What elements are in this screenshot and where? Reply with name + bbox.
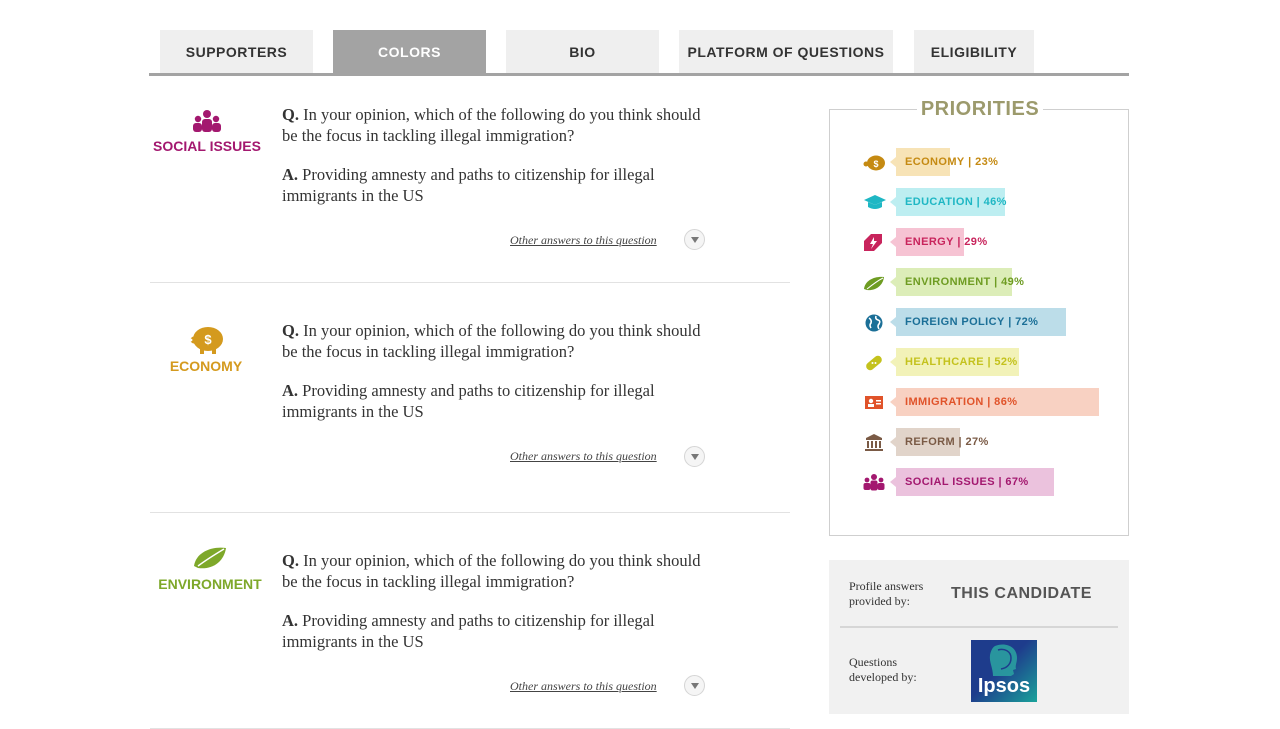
question-prefix: Q. xyxy=(282,105,299,124)
priority-bar xyxy=(896,188,1005,216)
priority-row xyxy=(862,468,1122,496)
priority-row xyxy=(862,228,1122,256)
other-answers-link[interactable]: Other answers to this question xyxy=(510,679,657,693)
people-icon xyxy=(191,110,223,134)
priority-sep: | xyxy=(987,356,991,368)
priority-value: 29% xyxy=(964,236,988,248)
priority-value: 27% xyxy=(965,436,989,448)
priority-label: FOREIGN POLICY xyxy=(905,316,1005,328)
answer-body: Providing amnesty and paths to citizenship for illegal immigrants in the US xyxy=(282,611,655,651)
question-text xyxy=(282,104,702,146)
question-body: In your opinion, which of the following do you think should be the focus in tackling illegal immigration? xyxy=(282,551,701,591)
tab-bio[interactable]: BIO xyxy=(506,30,659,73)
id-card-icon xyxy=(862,394,886,412)
question-text xyxy=(282,320,702,362)
chevron-down-icon xyxy=(691,237,699,243)
priority-bar xyxy=(896,268,1025,296)
priority-value: 86% xyxy=(994,396,1018,408)
energy-tag-icon xyxy=(862,234,886,252)
priority-sep: | xyxy=(958,436,963,448)
priority-label: ENVIRONMENT xyxy=(905,276,991,288)
priority-row xyxy=(862,428,1122,456)
divider xyxy=(150,282,790,283)
priority-label: ECONOMY xyxy=(905,156,965,168)
priority-row xyxy=(862,268,1122,296)
piggy-bank-icon xyxy=(186,324,226,354)
questions-developed-label: Questions developed by: xyxy=(849,655,917,684)
priority-label: REFORM xyxy=(905,436,956,448)
priority-bar xyxy=(896,348,1019,376)
priority-label: EDUCATION xyxy=(905,196,974,208)
priority-value: 23% xyxy=(975,156,999,168)
qa-item xyxy=(150,100,790,280)
priority-row xyxy=(862,308,1122,336)
credits-divider xyxy=(840,626,1118,628)
category-social-issues xyxy=(150,110,264,155)
ipsos-logo-text: Ipsos xyxy=(977,675,1031,697)
divider xyxy=(150,512,790,513)
answer-text xyxy=(282,380,702,422)
profile-answers-source: THIS CANDIDATE xyxy=(951,585,1092,602)
tabs-underline xyxy=(149,73,1129,76)
answer-body: Providing amnesty and paths to citizenship for illegal immigrants in the US xyxy=(282,165,655,205)
expand-answers-button[interactable] xyxy=(684,229,705,250)
chevron-down-icon xyxy=(691,454,699,460)
priority-bar xyxy=(896,148,999,176)
category-label: ENVIRONMENT xyxy=(158,576,262,592)
priority-label: ENERGY xyxy=(905,236,954,248)
priority-value: 72% xyxy=(1015,316,1039,328)
priority-label: SOCIAL ISSUES xyxy=(905,476,995,488)
priority-sep: | xyxy=(957,236,961,248)
tab-colors[interactable]: COLORS xyxy=(333,30,486,73)
priority-row xyxy=(862,148,1122,176)
priority-row xyxy=(862,188,1122,216)
category-label: SOCIAL ISSUES xyxy=(153,138,261,154)
profile-answers-label: Profile answers provided by: xyxy=(849,579,924,608)
leaf-icon xyxy=(862,274,886,292)
priority-label: IMMIGRATION xyxy=(905,396,984,408)
answer-text xyxy=(282,610,702,652)
globe-icon xyxy=(862,314,886,332)
priority-sep: | xyxy=(968,156,972,168)
priority-value: 67% xyxy=(1005,476,1029,488)
priority-row xyxy=(862,388,1122,416)
priority-value: 46% xyxy=(983,196,1007,208)
answer-prefix: A. xyxy=(282,165,299,184)
priority-bar xyxy=(896,428,989,456)
question-body: In your opinion, which of the following do you think should be the focus in tackling illegal immigration? xyxy=(282,105,701,145)
category-environment xyxy=(150,544,270,593)
other-answers-link[interactable]: Other answers to this question xyxy=(510,449,657,463)
answer-prefix: A. xyxy=(282,381,299,400)
answer-text xyxy=(282,164,702,206)
svg-text:$: $ xyxy=(204,332,212,347)
profile-tabs xyxy=(149,30,1129,77)
qa-item xyxy=(150,546,790,726)
tab-eligibility[interactable]: ELIGIBILITY xyxy=(914,30,1034,73)
question-text xyxy=(282,550,702,592)
priority-bar xyxy=(896,388,1099,416)
expand-answers-button[interactable] xyxy=(684,446,705,467)
priority-sep: | xyxy=(994,276,998,288)
graduation-cap-icon xyxy=(862,194,886,212)
people-icon xyxy=(862,474,886,492)
priority-sep: | xyxy=(998,476,1002,488)
priority-sep: | xyxy=(1008,316,1012,328)
priority-sep: | xyxy=(976,196,981,208)
expand-answers-button[interactable] xyxy=(684,675,705,696)
priority-value: 49% xyxy=(1001,276,1025,288)
leaf-icon xyxy=(190,544,230,572)
tab-platform-of-questions[interactable]: PLATFORM OF QUESTIONS xyxy=(679,30,893,73)
category-economy xyxy=(150,324,262,375)
piggy-bank-icon xyxy=(862,154,886,172)
priorities-title: PRIORITIES xyxy=(917,98,1043,121)
svg-text:$: $ xyxy=(873,159,879,169)
question-prefix: Q. xyxy=(282,551,299,570)
answer-body: Providing amnesty and paths to citizenship for illegal immigrants in the US xyxy=(282,381,655,421)
tab-supporters[interactable]: SUPPORTERS xyxy=(160,30,313,73)
priority-row xyxy=(862,348,1122,376)
question-prefix: Q. xyxy=(282,321,299,340)
priority-bar xyxy=(896,308,1066,336)
priority-sep: | xyxy=(987,396,991,408)
question-body: In your opinion, which of the following do you think should be the focus in tackling illegal immigration? xyxy=(282,321,701,361)
other-answers-link[interactable]: Other answers to this question xyxy=(510,233,657,247)
category-label: ECONOMY xyxy=(169,358,243,374)
courthouse-icon xyxy=(862,434,886,452)
priority-value: 52% xyxy=(994,356,1018,368)
credits-panel xyxy=(829,560,1129,714)
priority-label: HEALTHCARE xyxy=(905,356,984,368)
ipsos-logo xyxy=(971,640,1037,702)
priority-bar xyxy=(896,228,988,256)
answer-prefix: A. xyxy=(282,611,299,630)
chevron-down-icon xyxy=(691,683,699,689)
bandage-icon xyxy=(862,354,886,372)
priority-bar xyxy=(896,468,1054,496)
qa-item xyxy=(150,316,790,506)
